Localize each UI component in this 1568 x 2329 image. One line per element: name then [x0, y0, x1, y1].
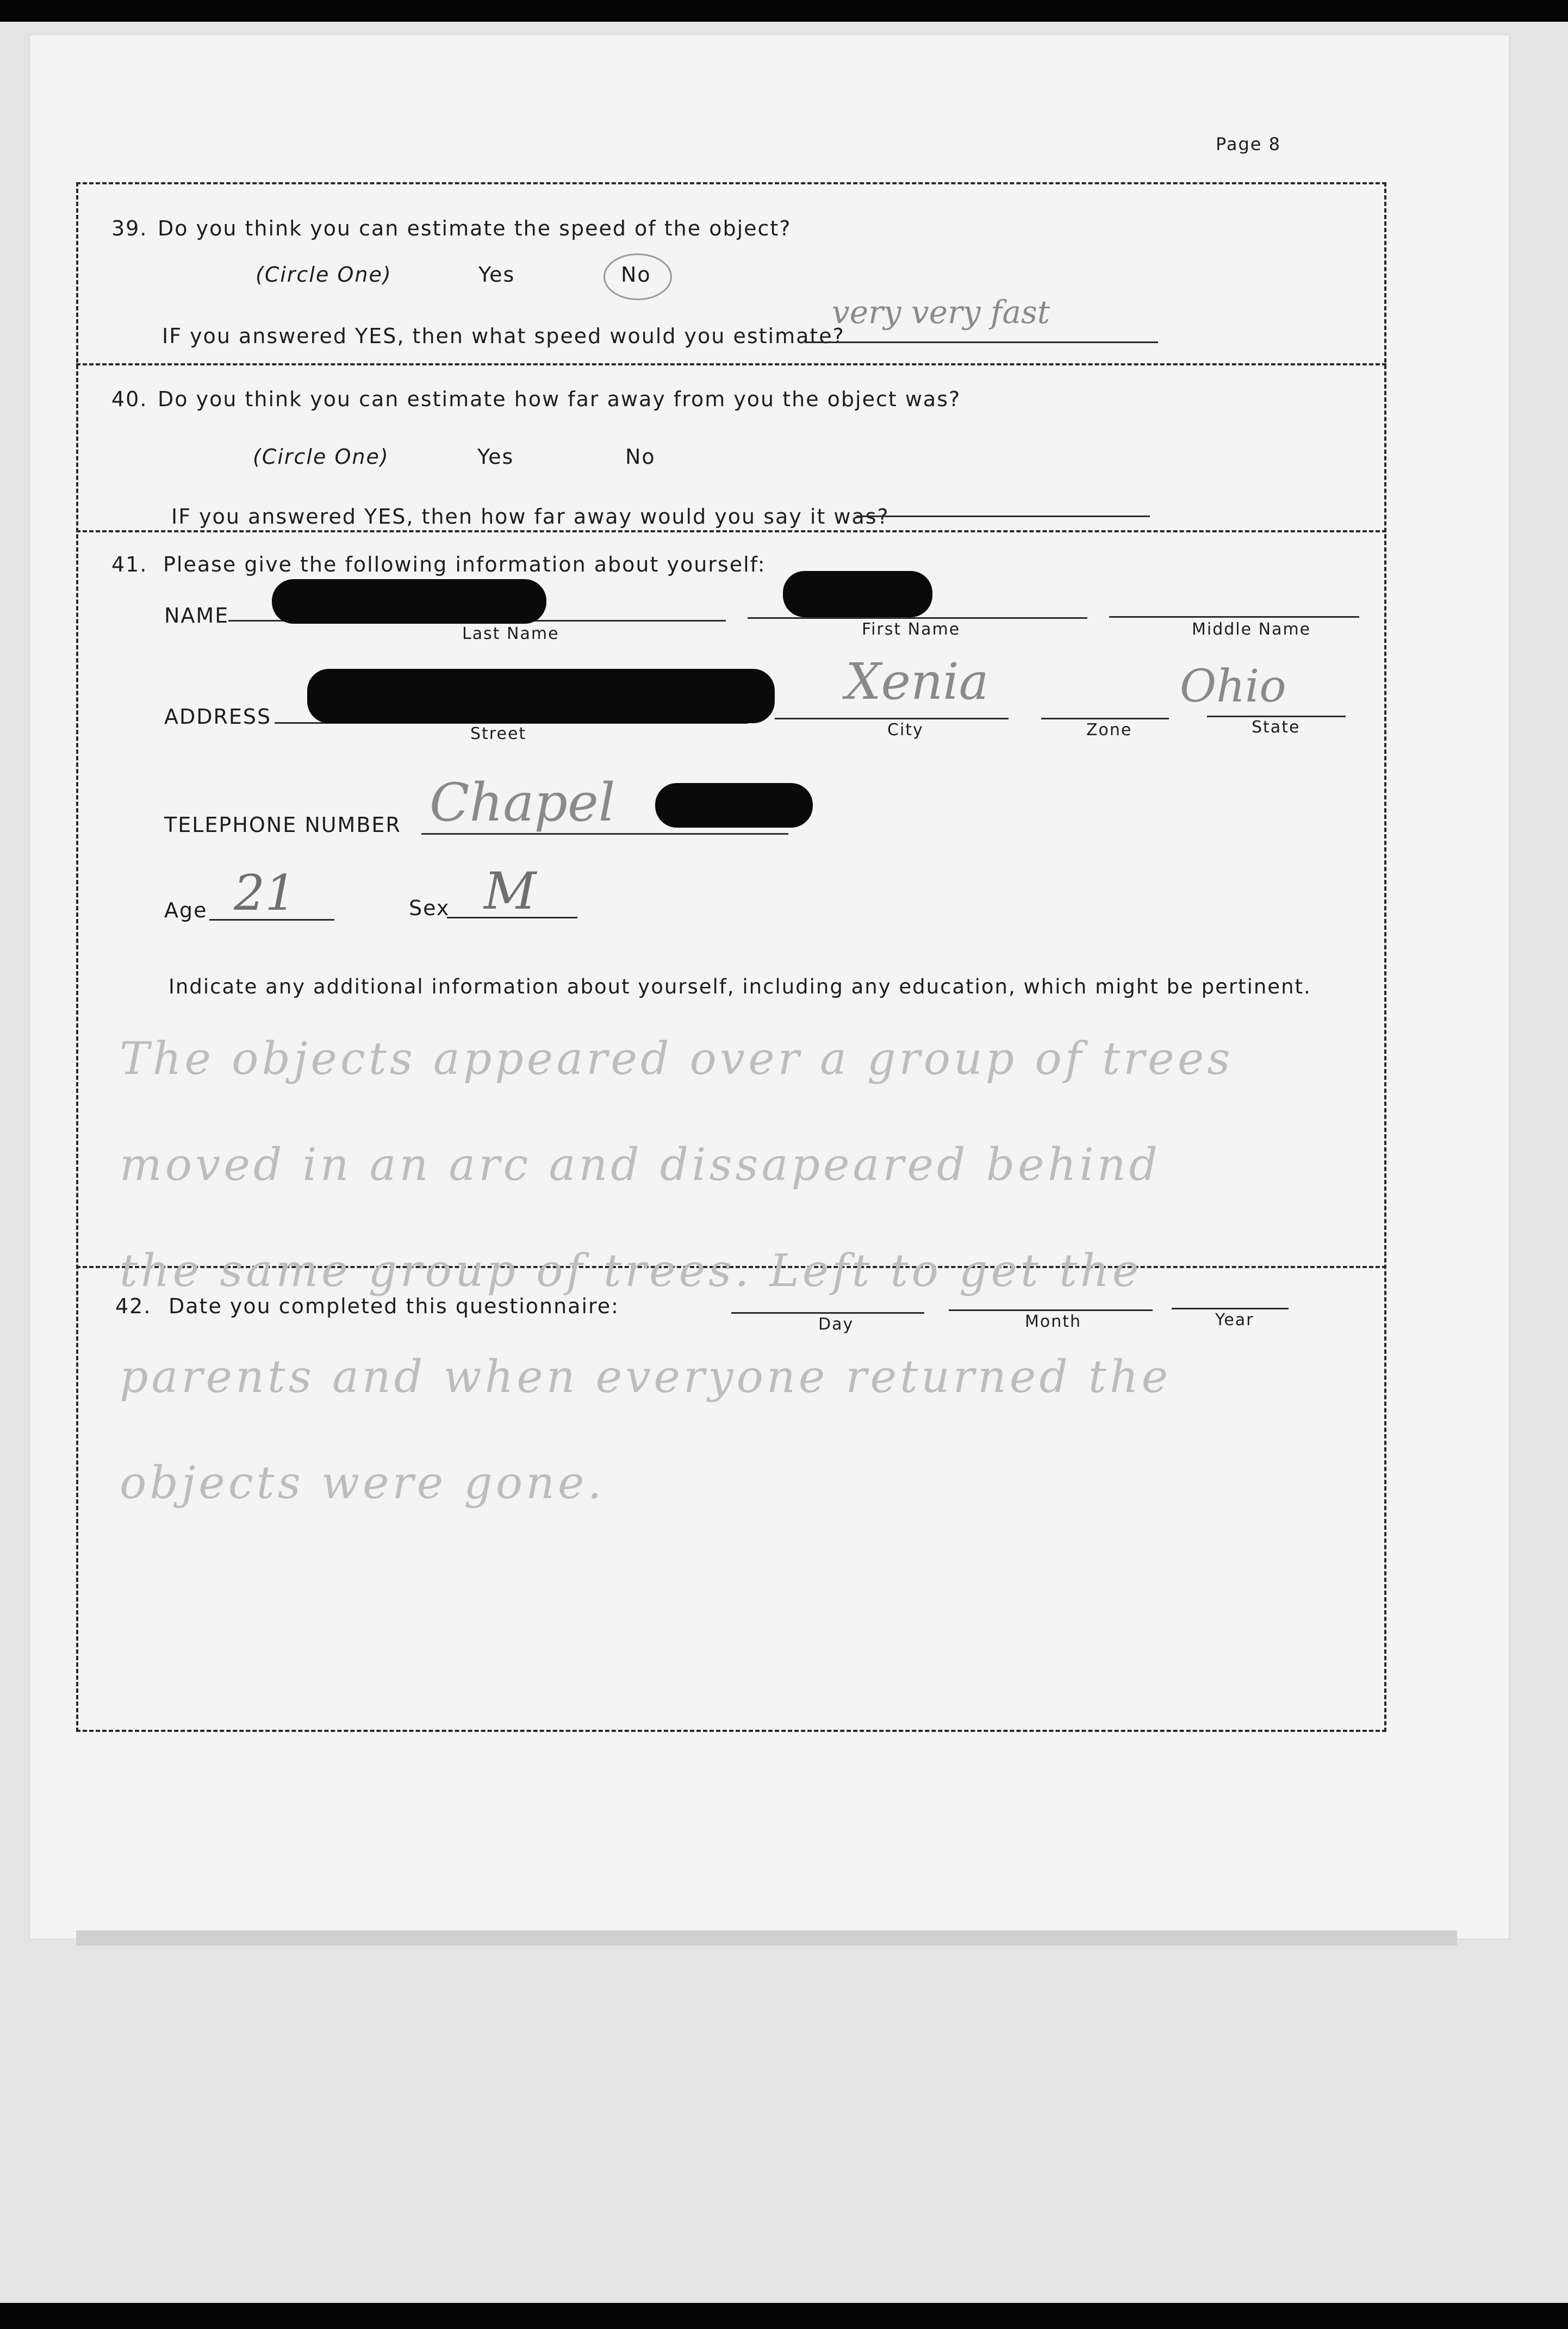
divider: [76, 530, 1386, 532]
city-value[interactable]: Xenia: [845, 653, 989, 711]
first-name-field[interactable]: [748, 617, 1087, 619]
circle-one-label: (Circle One): [253, 445, 389, 469]
divider: [76, 363, 1386, 365]
state-caption: State: [1252, 718, 1301, 737]
redacted-first-name: [783, 571, 932, 617]
state-value[interactable]: Ohio: [1180, 661, 1286, 712]
day-field[interactable]: [731, 1312, 924, 1314]
note-line: parents and when everyone returned the: [120, 1351, 1172, 1403]
age-value[interactable]: 21: [234, 865, 296, 922]
telephone-field[interactable]: [421, 833, 788, 835]
question-text: Do you think you can estimate how far away from you the object was?: [158, 387, 961, 411]
yes-option[interactable]: Yes: [478, 263, 515, 287]
telephone-value[interactable]: Chapel: [430, 772, 615, 833]
distance-field-line: [856, 516, 1150, 517]
question-number: 39.: [111, 216, 148, 240]
month-field[interactable]: [949, 1309, 1153, 1311]
street-caption: Street: [470, 724, 527, 743]
first-name-caption: First Name: [862, 620, 961, 639]
page-shadow: [76, 1930, 1457, 1946]
question-text: Do you think you can estimate the speed of the object?: [158, 216, 792, 240]
redacted-last-name: [272, 579, 546, 624]
city-caption: City: [887, 721, 924, 740]
redacted-telephone: [655, 783, 813, 828]
redacted-street: [307, 669, 775, 723]
additional-info-prompt: Indicate any additional information about yourself, including any education, which might be pertinent.: [169, 975, 1311, 998]
note-line: the same group of trees. Left to get the: [120, 1245, 1142, 1297]
question-number: 40.: [111, 387, 148, 411]
no-option[interactable]: No: [621, 263, 651, 287]
address-label: ADDRESS: [164, 705, 272, 729]
sex-label: Sex: [409, 896, 450, 920]
question-number: 42.: [115, 1294, 152, 1318]
yes-option[interactable]: Yes: [477, 445, 514, 469]
question-number: 41.: [111, 552, 148, 576]
day-caption: Day: [818, 1315, 854, 1334]
state-field[interactable]: [1207, 716, 1346, 717]
telephone-label: TELEPHONE NUMBER: [164, 813, 401, 837]
month-caption: Month: [1025, 1312, 1082, 1331]
name-label: NAME: [164, 604, 229, 628]
speed-field-line: [805, 341, 1158, 343]
question-text: Please give the following information about yourself:: [163, 552, 766, 576]
last-name-caption: Last Name: [462, 624, 559, 643]
year-caption: Year: [1215, 1311, 1254, 1330]
city-field[interactable]: [775, 718, 1009, 719]
circle-one-label: (Circle One): [256, 263, 392, 287]
followup-text: IF you answered YES, then what speed would you estimate?: [162, 324, 845, 348]
no-option[interactable]: No: [625, 445, 656, 469]
note-line: objects were gone.: [120, 1457, 605, 1509]
zone-caption: Zone: [1086, 721, 1133, 740]
sex-value[interactable]: M: [484, 862, 537, 921]
speed-answer[interactable]: very very fast: [832, 294, 1050, 331]
middle-name-field[interactable]: [1109, 616, 1359, 618]
additional-info-text[interactable]: [120, 1006, 1316, 1536]
question-text: Date you completed this questionnaire:: [169, 1294, 619, 1318]
age-label: Age: [164, 898, 208, 922]
zone-field[interactable]: [1041, 718, 1169, 719]
middle-name-caption: Middle Name: [1192, 620, 1311, 639]
page-number: Page 8: [1216, 134, 1281, 154]
note-line: moved in an arc and dissapeared behind: [120, 1139, 1161, 1191]
followup-text: IF you answered YES, then how far away would you say it was?: [171, 505, 889, 529]
note-line: The objects appeared over a group of trees: [120, 1033, 1234, 1085]
year-field[interactable]: [1172, 1308, 1289, 1309]
